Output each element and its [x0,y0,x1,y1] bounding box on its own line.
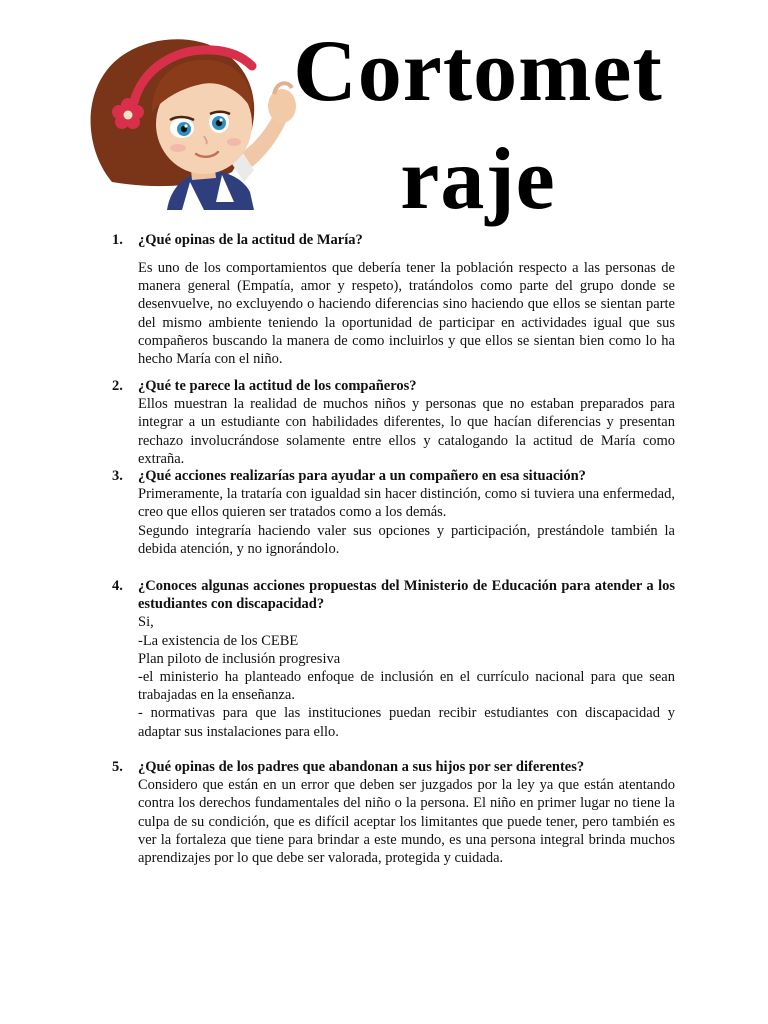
answer-paragraph: Plan piloto de inclusión progresiva [138,650,341,667]
question-title: ¿Conoces algunas acciones propuestas del Ministerio de Educación para atender a los estudiantes con discapacidad? [138,578,675,613]
answer [138,259,675,368]
cartoon-girl-illustration [82,32,302,210]
answer [138,485,675,558]
answer-paragraph: -el ministerio ha planteado enfoque de inclusión en el currículo nacional para que sean trabajadas en la enseñanza. [138,669,675,704]
question-title: ¿Qué acciones realizarías para ayudar a un compañero en esa situación? [138,468,586,484]
answer-paragraph: Segundo integraría haciendo valer sus opciones y participación, prestándole también la debida atención, y no ignorándolo. [138,522,675,557]
question-title: ¿Qué te parece la actitud de los compañeros? [138,378,417,394]
header [0,0,768,228]
answer-paragraph: Es uno de los comportamientos que debería tener la población respecto a las personas de manera general (Empatía, amor y respeto), tratándolos como parte del grupo donde se desenvuelve, no excluyendo o haciendo diferencias sino haciendo que ellos se sientan parte del mismo ambiente teniendo la oportunidad de participar en actividades igual que sus compañeros buscando la manera de como incluirlos y que ellos se sientan bien como lo ha hecho María con el niño. [138,260,675,368]
answer-paragraph: - normativas para que las instituciones puedan recibir estudiantes con discapacidad y adaptar sus instalaciones para ello. [138,705,675,740]
answer-paragraph: Primeramente, la trataría con igualdad sin hacer distinción, como si tuviera una enfermedad, creo que ellos quieren ser tratados como a los demás. [138,486,675,521]
answer [138,776,675,867]
question-number: 4. [112,578,123,594]
answer-paragraph: Ellos muestran la realidad de muchos niños y personas que no estaban preparados para integrar a un estudiante con habilidades diferentes, lo que hacían diferencias y presentan rechazo involucrándose solamente entre ellos y catalogando la actitud de María como extraña. [138,396,675,467]
answer-paragraph: Si, [138,614,154,631]
question-title: ¿Qué opinas de los padres que abandonan a sus hijos por ser diferentes? [138,759,585,775]
question-number: 3. [112,468,123,484]
question-title: ¿Qué opinas de la actitud de María? [138,232,363,248]
answer [138,395,675,468]
answer-paragraph: -La existencia de los CEBE [138,632,299,649]
answer-paragraph: Considero que están en un error que deben ser juzgados por la ley ya que están atentando contra los derechos fundamentales del niño o la persona. El niño en primer lugar no tiene la culpa de su condición, que es difícil aceptar los limitantes que puede tener, pero también es ver la fortaleza que tiene para brindar a este mundo, es una persona integral brinda muchos aprendizajes por lo que debe ser valorada, protegida y cuidada. [138,777,675,866]
answer [138,613,675,740]
question-number: 5. [112,759,123,775]
question-number: 2. [112,378,123,394]
document-title: Cortometraje [293,23,663,228]
question-number: 1. [112,232,123,248]
